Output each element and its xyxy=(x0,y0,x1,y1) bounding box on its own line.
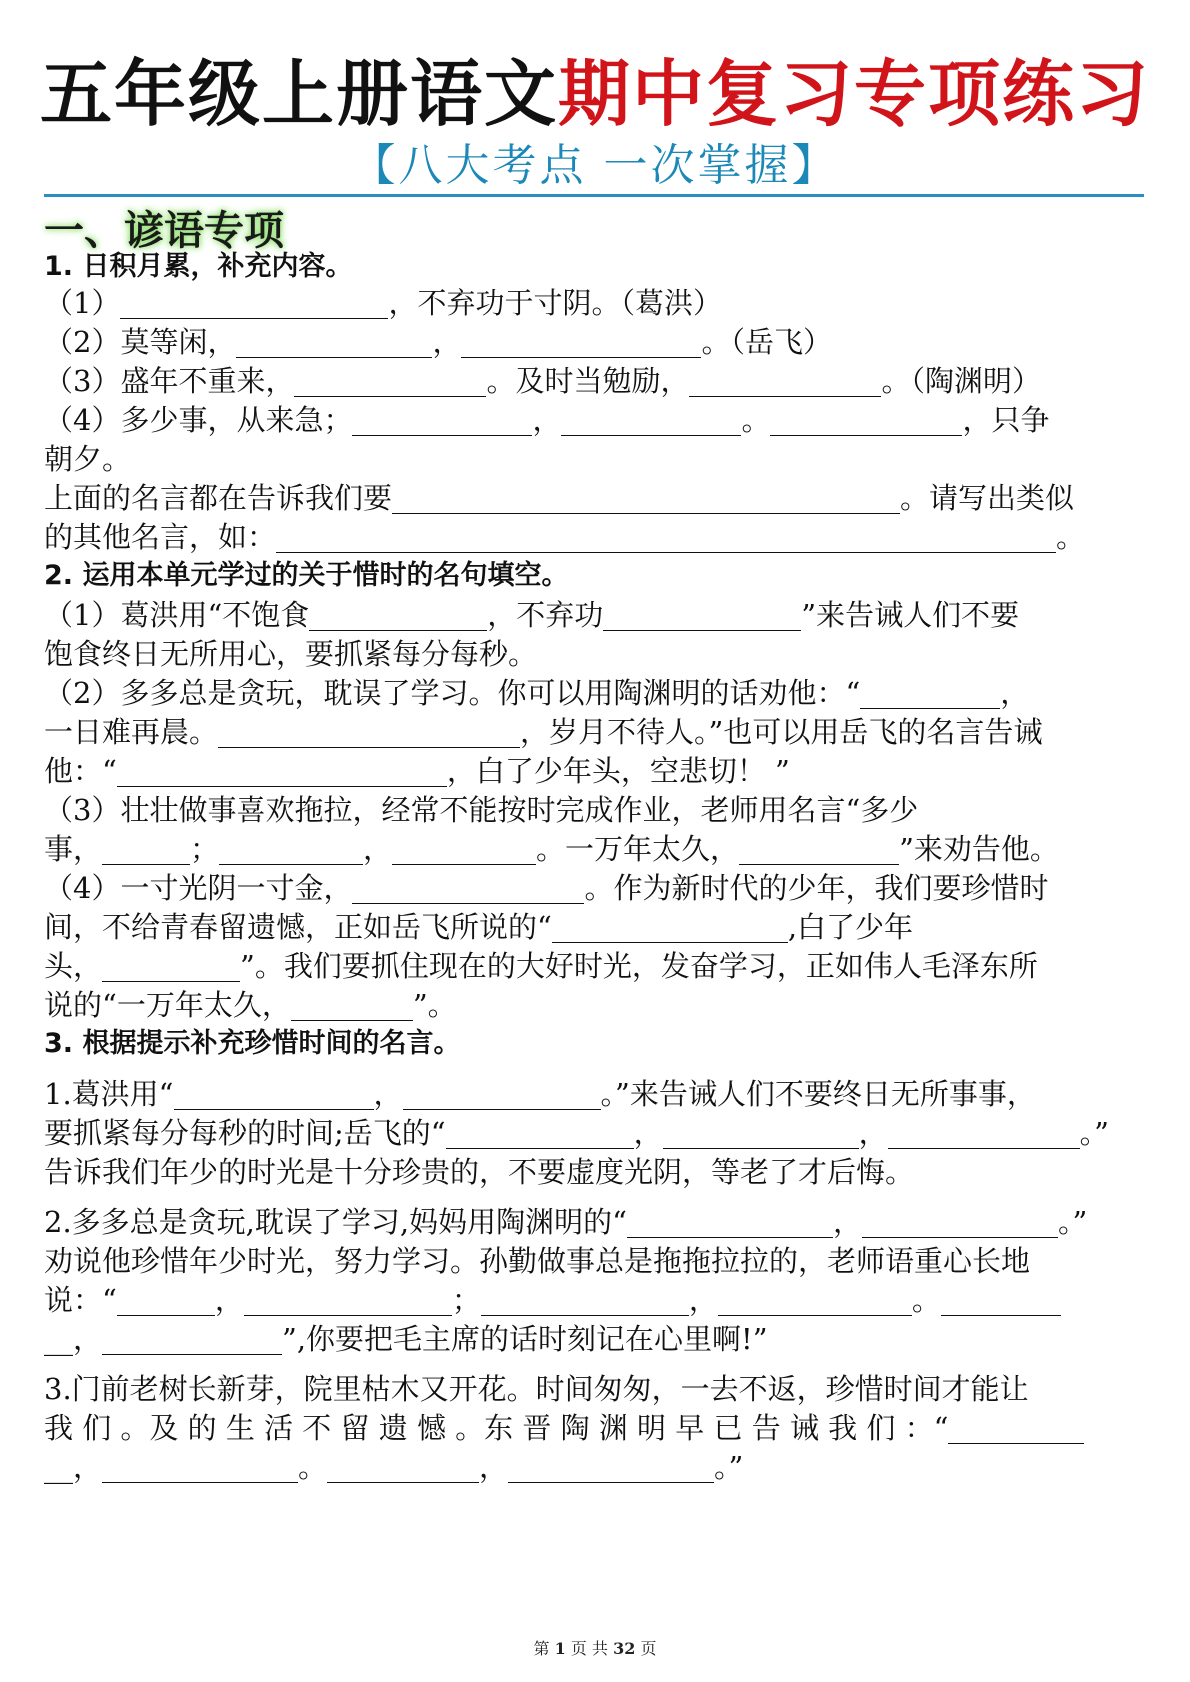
text: ， xyxy=(432,325,462,359)
text: ， xyxy=(832,1205,862,1239)
question-3-heading: 3. 根据提示补充珍惜时间的名言。 xyxy=(44,1028,461,1059)
total-pages: 32 xyxy=(613,1639,636,1658)
text: ； xyxy=(190,832,220,866)
text: ， xyxy=(633,1116,663,1150)
text: 。 xyxy=(1056,520,1086,554)
q3-line-7 xyxy=(44,1320,768,1358)
q2-line-6: （3）壮壮做事喜欢拖拉，经常不能按时完成作业，老师用名言“多少 xyxy=(44,793,919,827)
answer-blank[interactable] xyxy=(508,1452,714,1483)
text: 说：“ xyxy=(44,1283,117,1317)
q2-line-4 xyxy=(44,713,1042,751)
text: 要抓紧每分每秒的时间;岳飞的“ xyxy=(44,1116,446,1150)
answer-blank[interactable] xyxy=(218,717,520,748)
q3-line-2 xyxy=(44,1114,1109,1152)
text: ，白了少年头，空悲切！ ” xyxy=(446,754,790,788)
q3-line-1 xyxy=(44,1075,1036,1113)
text: ”来劝告他。 xyxy=(899,832,1059,866)
answer-blank[interactable] xyxy=(461,327,701,358)
text: 他：“ xyxy=(44,754,117,788)
title-black: 五年级上册语文 xyxy=(39,52,558,136)
answer-blank[interactable] xyxy=(236,327,432,358)
text: （2）莫等闲， xyxy=(44,325,237,359)
q2-line-2: 饱食终日无所用心，要抓紧每分每秒。 xyxy=(44,637,538,671)
text: ； xyxy=(451,1283,481,1317)
text: （1）葛洪用“不饱食 xyxy=(44,598,310,632)
q1-line-7 xyxy=(44,518,1085,556)
section-heading: 一、谚语专项 xyxy=(44,208,284,254)
answer-blank[interactable] xyxy=(291,990,413,1021)
text: 。请写出类似 xyxy=(900,481,1075,515)
answer-blank[interactable] xyxy=(481,1285,689,1316)
q2-line-1 xyxy=(44,596,1019,634)
text: 。 xyxy=(741,403,771,437)
text: ”,你要把毛主席的话时刻记在心里啊!” xyxy=(282,1322,768,1356)
text: 头， xyxy=(44,949,103,983)
text: ， xyxy=(479,1450,509,1484)
q2-line-9 xyxy=(44,908,913,946)
text: （2）多多总是贪玩，耽误了学习。你可以用陶渊明的话劝他：“ xyxy=(44,676,861,710)
divider xyxy=(44,194,1144,197)
text: ”。 xyxy=(412,988,457,1022)
answer-blank[interactable] xyxy=(627,1207,833,1238)
q1-line-5: 朝夕。 xyxy=(44,442,132,476)
text: 。作为新时代的少年，我们要珍惜时 xyxy=(584,871,1049,905)
text: 1.葛洪用“ xyxy=(44,1077,174,1111)
answer-blank[interactable] xyxy=(244,1285,452,1316)
text: （3）盛年不重来， xyxy=(44,364,295,398)
text: ， xyxy=(363,832,393,866)
answer-blank[interactable] xyxy=(392,483,900,514)
q3-line-3: 告诉我们年少的时光是十分珍贵的，不要虚度光阴，等老了才后悔。 xyxy=(44,1155,915,1189)
text: 2.多多总是贪玩,耽误了学习,妈妈用陶渊明的“ xyxy=(44,1205,627,1239)
q3-line-10 xyxy=(44,1448,743,1486)
text: 一日难再晨。 xyxy=(44,715,219,749)
answer-blank[interactable] xyxy=(102,1324,282,1355)
text: ， xyxy=(1000,676,1030,710)
answer-blank[interactable] xyxy=(117,1285,215,1316)
answer-blank[interactable] xyxy=(102,1452,298,1483)
question-1-heading: 1. 日积月累，补充内容。 xyxy=(44,251,353,282)
answer-blank[interactable] xyxy=(941,1285,1061,1316)
q3-line-8: 3.门前老树长新芽，院里枯木又开花。时间匆匆，一去不返，珍惜时间才能让 xyxy=(44,1372,1029,1406)
q3-line-4 xyxy=(44,1203,1087,1241)
text: ， xyxy=(688,1283,718,1317)
text: 上面的名言都在告诉我们要 xyxy=(44,481,393,515)
text: ,白了少年 xyxy=(787,910,914,944)
answer-blank[interactable] xyxy=(174,1079,374,1110)
text: ， xyxy=(858,1116,888,1150)
answer-blank[interactable] xyxy=(770,405,962,436)
text: __， xyxy=(44,1322,103,1356)
page-footer xyxy=(0,1636,1190,1659)
answer-blank[interactable] xyxy=(663,1118,859,1149)
footer-text: 页 共 xyxy=(570,1639,608,1658)
text: （1） xyxy=(44,286,121,320)
answer-blank[interactable] xyxy=(718,1285,912,1316)
text: 。一万年太久， xyxy=(536,832,740,866)
text: 。 xyxy=(911,1283,941,1317)
q2-line-8 xyxy=(44,869,1048,907)
q3-line-9 xyxy=(44,1409,1084,1447)
text: （4）一寸光阴一寸金， xyxy=(44,871,353,905)
q1-line-3 xyxy=(44,362,1041,400)
answer-blank[interactable] xyxy=(739,834,899,865)
q3-line-6 xyxy=(44,1281,1061,1319)
text: 。” xyxy=(1079,1116,1109,1150)
text: ， xyxy=(214,1283,244,1317)
text: 。” xyxy=(1057,1205,1088,1239)
text: 。” xyxy=(714,1450,744,1484)
answer-blank[interactable] xyxy=(352,405,532,436)
answer-blank[interactable] xyxy=(392,834,536,865)
text: ， xyxy=(373,1077,403,1111)
answer-blank[interactable] xyxy=(117,756,447,787)
answer-blank[interactable] xyxy=(276,522,1056,553)
answer-blank[interactable] xyxy=(102,834,190,865)
answer-blank[interactable] xyxy=(219,834,363,865)
text: 。及时当勉励， xyxy=(486,364,690,398)
question-2-heading: 2. 运用本单元学过的关于惜时的名句填空。 xyxy=(44,560,569,591)
footer-text: 第 xyxy=(533,1639,550,1658)
answer-blank[interactable] xyxy=(120,288,388,319)
text: 的其他名言，如： xyxy=(44,520,277,554)
answer-blank[interactable] xyxy=(561,405,741,436)
answer-blank[interactable] xyxy=(294,366,486,397)
answer-blank[interactable] xyxy=(948,1413,1084,1444)
page-title xyxy=(0,50,1190,138)
q1-line-4 xyxy=(44,401,1050,439)
answer-blank[interactable] xyxy=(603,600,801,631)
q1-line-1 xyxy=(44,284,722,322)
q2-line-5 xyxy=(44,752,790,790)
text: ，岁月不待人。”也可以用岳飞的名言告诫 xyxy=(520,715,1043,749)
footer-text: 页 xyxy=(640,1639,657,1658)
text: ”。我们要抓住现在的大好时光，发奋学习，正如伟人毛泽东所 xyxy=(240,949,1038,983)
text: （4）多少事，从来急； xyxy=(44,403,353,437)
text: ，不弃功于寸阴。（葛洪） xyxy=(388,286,722,320)
text: 。（岳飞） xyxy=(701,325,832,359)
text: ”来告诫人们不要 xyxy=(801,598,1020,632)
text: 事， xyxy=(44,832,103,866)
page-number: 1 xyxy=(554,1639,566,1658)
answer-blank[interactable] xyxy=(403,1079,601,1110)
answer-blank[interactable] xyxy=(689,366,881,397)
q2-line-3 xyxy=(44,674,1029,712)
answer-blank[interactable] xyxy=(888,1118,1080,1149)
text: ， xyxy=(532,403,562,437)
text: 说的“一万年太久， xyxy=(44,988,291,1022)
text: __， xyxy=(44,1450,103,1484)
q2-line-10 xyxy=(44,947,1038,985)
q2-line-7 xyxy=(44,830,1059,868)
text: 我 们 。及 的 生 活 不 留 遗 憾 。东 晋 陶 渊 明 早 已 告 诫 我 们 ：“ xyxy=(44,1411,949,1445)
text: 。（陶渊明） xyxy=(881,364,1041,398)
q1-line-6 xyxy=(44,479,1074,517)
answer-blank[interactable] xyxy=(446,1118,634,1149)
answer-blank[interactable] xyxy=(862,1207,1058,1238)
answer-blank[interactable] xyxy=(860,678,1000,709)
text: 间，不给青春留遗憾，正如岳飞所说的“ xyxy=(44,910,552,944)
answer-blank[interactable] xyxy=(102,951,240,982)
subtitle: 【八大考点 一次掌握】 xyxy=(351,140,839,191)
text: ，只争 xyxy=(962,403,1050,437)
answer-blank[interactable] xyxy=(352,873,584,904)
answer-blank[interactable] xyxy=(552,912,788,943)
q3-line-5: 劝说他珍惜年少时光，努力学习。孙勤做事总是拖拖拉拉的，老师语重心长地 xyxy=(44,1244,1031,1278)
title-red: 期中复习专项练习 xyxy=(558,52,1151,136)
text: 。”来告诫人们不要终日无所事事， xyxy=(600,1077,1036,1111)
q2-line-11 xyxy=(44,986,457,1024)
text: 。 xyxy=(298,1450,328,1484)
answer-blank[interactable] xyxy=(309,600,487,631)
text: ，不弃功 xyxy=(487,598,604,632)
answer-blank[interactable] xyxy=(327,1452,479,1483)
q1-line-2 xyxy=(44,323,832,361)
